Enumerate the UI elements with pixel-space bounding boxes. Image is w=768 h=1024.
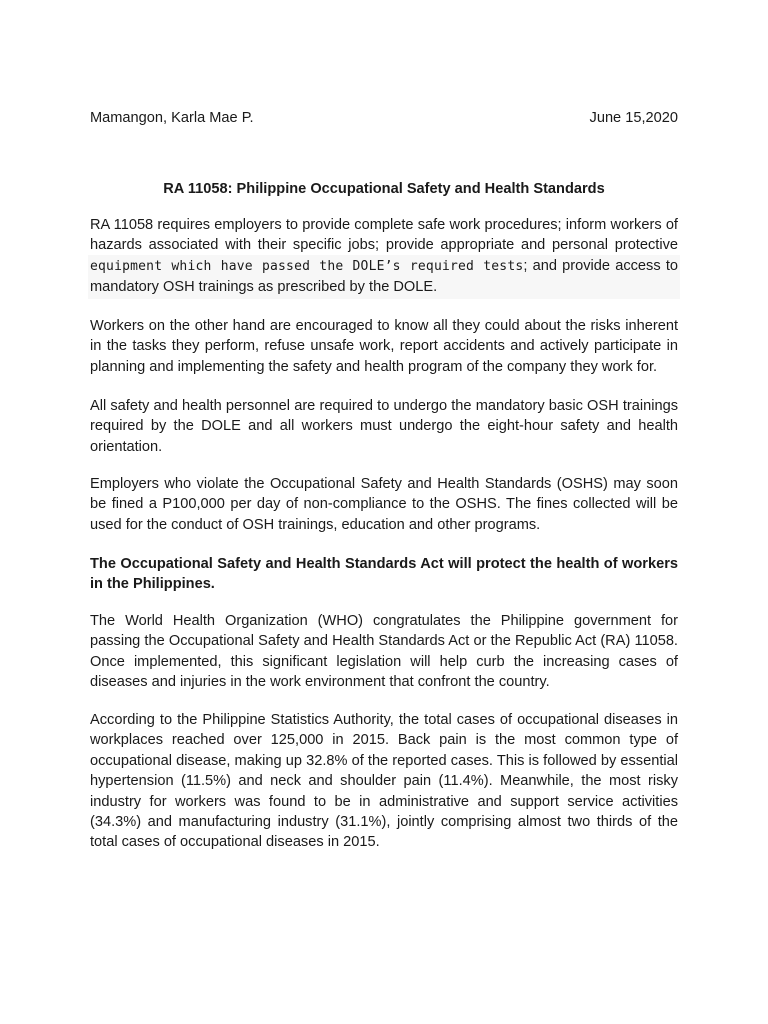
paragraph-text: ; and provide access to mandatory OSH trainings as prescribed by the DOLE. <box>90 257 678 296</box>
paragraph-worker-rights: Workers on the other hand are encouraged to know all they could about the risks inherent in the tasks they perform, refuse unsafe work, report accidents and actively participate in planning and implementing the safety and health program of the company they work for. <box>90 318 678 375</box>
document-title: RA 11058: Philippine Occupational Safety and Health Standards <box>163 181 605 197</box>
author-name: Mamangon, Karla Mae P. <box>90 110 254 126</box>
paragraph-employer-duties <box>90 215 678 298</box>
paragraph-personnel-training: All safety and health personnel are required to undergo the mandatory basic OSH trainings required by the DOLE and all workers must undergo the eight-hour safety and health orientation. <box>90 398 678 455</box>
pasted-text-fragment: equipment which have passed the DOLE’s required tests <box>90 258 524 274</box>
paragraph-who-statement: The World Health Organization (WHO) congratulates the Philippine government for passing the Occupational Safety and Health Standards Act or the Republic Act (RA) 11058. Once implemented, this significant legislation will help curb the increasing cases of diseases and injuries in the work environment that confront the country. <box>90 613 678 691</box>
paragraph-statistics: According to the Philippine Statistics Authority, the total cases of occupational diseases in workplaces reached over 125,000 in 2015. Back pain is the most common type of occupational disease, making up 32.8% of the reported cases. This is followed by essential hypertension (11.5%) and neck and shoulder pain (11.4%). Meanwhile, the most risky industry for workers was found to be in administrative and support service activities (34.3%) and manufacturing industry (31.1%), jointly comprising almost two thirds of the total cases of occupational diseases in 2015. <box>90 712 678 851</box>
paragraph-penalties: Employers who violate the Occupational Safety and Health Standards (OSHS) may soon be fined a P100,000 per day of non-compliance to the OSHS. The fines collected will be used for the conduct of OSH trainings, education and other programs. <box>90 476 678 533</box>
document-date: June 15,2020 <box>589 110 678 126</box>
paragraph-text: RA 11058 requires employers to provide complete safe work procedures; inform workers of hazards associated with their specific jobs; provide appropriate and personal protective <box>90 217 678 254</box>
section-heading: The Occupational Safety and Health Standards Act will protect the health of workers in the Philippines. <box>90 556 678 593</box>
